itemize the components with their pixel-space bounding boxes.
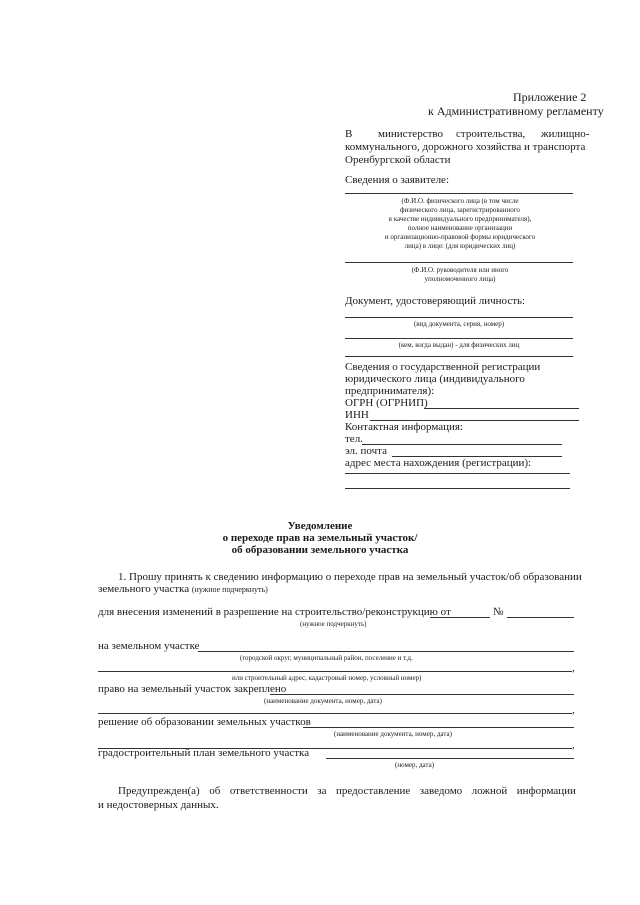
email-label: эл. почта <box>345 445 387 457</box>
warning-line-2: и недостоверных данных. <box>98 799 219 811</box>
phone-field[interactable] <box>362 444 562 445</box>
ogrn-label: ОГРН (ОГРНИП) <box>345 397 428 409</box>
gpzu-label: градостроительный план земельного участка <box>98 747 310 759</box>
inn-label: ИНН <box>345 409 369 421</box>
hint-line: полное наименование организации <box>407 224 513 232</box>
contact-label: Контактная информация: <box>345 421 463 433</box>
appendix-number: Приложение 2 <box>513 90 587 104</box>
ogrn-field[interactable] <box>424 408 579 409</box>
hint-line: уполномоченного лица) <box>424 275 496 283</box>
registration-label: предпринимателя): <box>345 385 435 397</box>
addressee-word: строительства, <box>456 128 526 140</box>
plot-field[interactable] <box>198 651 574 652</box>
id-document-hint: (вид документа, серия, номер) <box>413 320 505 328</box>
permit-hint: (нужное подчеркнуть) <box>300 620 367 628</box>
land-right-hint: (наименование документа, номер, дата) <box>264 697 382 705</box>
addressee-line: Оренбургской области <box>345 154 451 166</box>
registration-label: юридического лица (индивидуального <box>345 373 525 385</box>
document-subtitle: об образовании земельного участка <box>231 544 409 556</box>
address-field[interactable] <box>345 473 570 474</box>
hint-line: физического лица, зарегистрированного <box>400 206 520 214</box>
address-field-2[interactable] <box>345 488 570 489</box>
plot-hint: (городской округ, муниципальный район, поселение и т.д. <box>240 654 413 662</box>
comma: , <box>572 662 575 674</box>
hint-line: (Ф.И.О. руководителя или иного <box>411 266 509 274</box>
registration-label: Сведения о государственной регистрации <box>345 361 541 373</box>
comma: , <box>572 704 575 716</box>
id-issuer-field[interactable] <box>345 338 573 339</box>
permit-label: для внесения изменений в разрешение на строительство/реконструкцию от <box>98 606 451 618</box>
head-name-field[interactable] <box>345 262 573 263</box>
document-subtitle: о переходе прав на земельный участок/ <box>222 532 418 544</box>
addressee-prefix: В <box>345 128 353 140</box>
land-right-label: право на земельный участок закреплено <box>98 683 287 695</box>
warning-word: предоставление <box>335 785 411 797</box>
applicant-heading: Сведения о заявителе: <box>345 174 450 186</box>
warning-word: информации <box>516 785 576 797</box>
addressee-word: министерство <box>378 128 444 140</box>
gpzu-hint: (номер, дата) <box>395 761 435 769</box>
applicant-name-hint <box>355 197 565 251</box>
phone-label: тел. <box>345 433 363 445</box>
regulation-reference: к Административному регламенту <box>428 104 604 118</box>
request-paragraph: 1. Прошу принять к сведению информацию о переходе прав на земельный участок/об образовании <box>118 571 582 583</box>
gpzu-field[interactable] <box>326 758 574 759</box>
request-paragraph <box>98 583 268 596</box>
id-document-field[interactable] <box>345 317 573 318</box>
warning-word: Предупрежден(а) <box>118 785 200 797</box>
hint-line: (Ф.И.О. физического лица (в том числе <box>401 197 519 205</box>
permit-number-sign: № <box>493 606 504 618</box>
decision-field[interactable] <box>303 727 574 728</box>
decision-label: решение об образовании земельных участков <box>98 716 311 728</box>
land-right-field-2[interactable] <box>98 713 572 714</box>
warning-word: ответственности <box>229 785 308 797</box>
addressee-line: коммунального, дорожного хозяйства и транспорта <box>345 141 586 153</box>
warning-word: ложной <box>471 785 508 797</box>
hint-line: и организационно-правовой формы юридического <box>384 233 536 241</box>
request-text: земельного участка <box>98 583 190 595</box>
warning-word: об <box>209 785 221 797</box>
head-name-hint <box>355 266 565 284</box>
warning-line <box>118 785 576 798</box>
hint-line: в качестве индивидуального предпринимателя), <box>388 215 532 223</box>
addressee-word: жилищно- <box>541 128 590 140</box>
warning-word: заведомо <box>419 785 463 797</box>
id-document-label: Документ, удостоверяющий личность: <box>345 295 526 307</box>
plot-field-2[interactable] <box>98 671 572 672</box>
request-hint: (нужное подчеркнуть) <box>191 585 268 594</box>
warning-word: за <box>317 785 327 797</box>
hint-line: лица) в лице: (для юридических лиц) <box>404 242 516 250</box>
plot-label: на земельном участке <box>98 640 200 652</box>
plot-hint-2: или строительный адрес, кадастровый номер, условный номер) <box>232 674 422 682</box>
decision-hint: (наименование документа, номер, дата) <box>334 730 452 738</box>
address-label: адрес места нахождения (регистрации): <box>345 457 532 469</box>
comma: , <box>572 739 575 751</box>
land-right-field[interactable] <box>270 694 574 695</box>
id-issuer-hint: (кем, когда выдан) - для физических лиц <box>398 341 520 349</box>
permit-number-field[interactable] <box>507 617 574 618</box>
applicant-name-field[interactable] <box>345 193 573 194</box>
permit-date-field[interactable] <box>430 617 490 618</box>
document-title: Уведомление <box>287 520 353 532</box>
id-extra-field[interactable] <box>345 356 573 357</box>
